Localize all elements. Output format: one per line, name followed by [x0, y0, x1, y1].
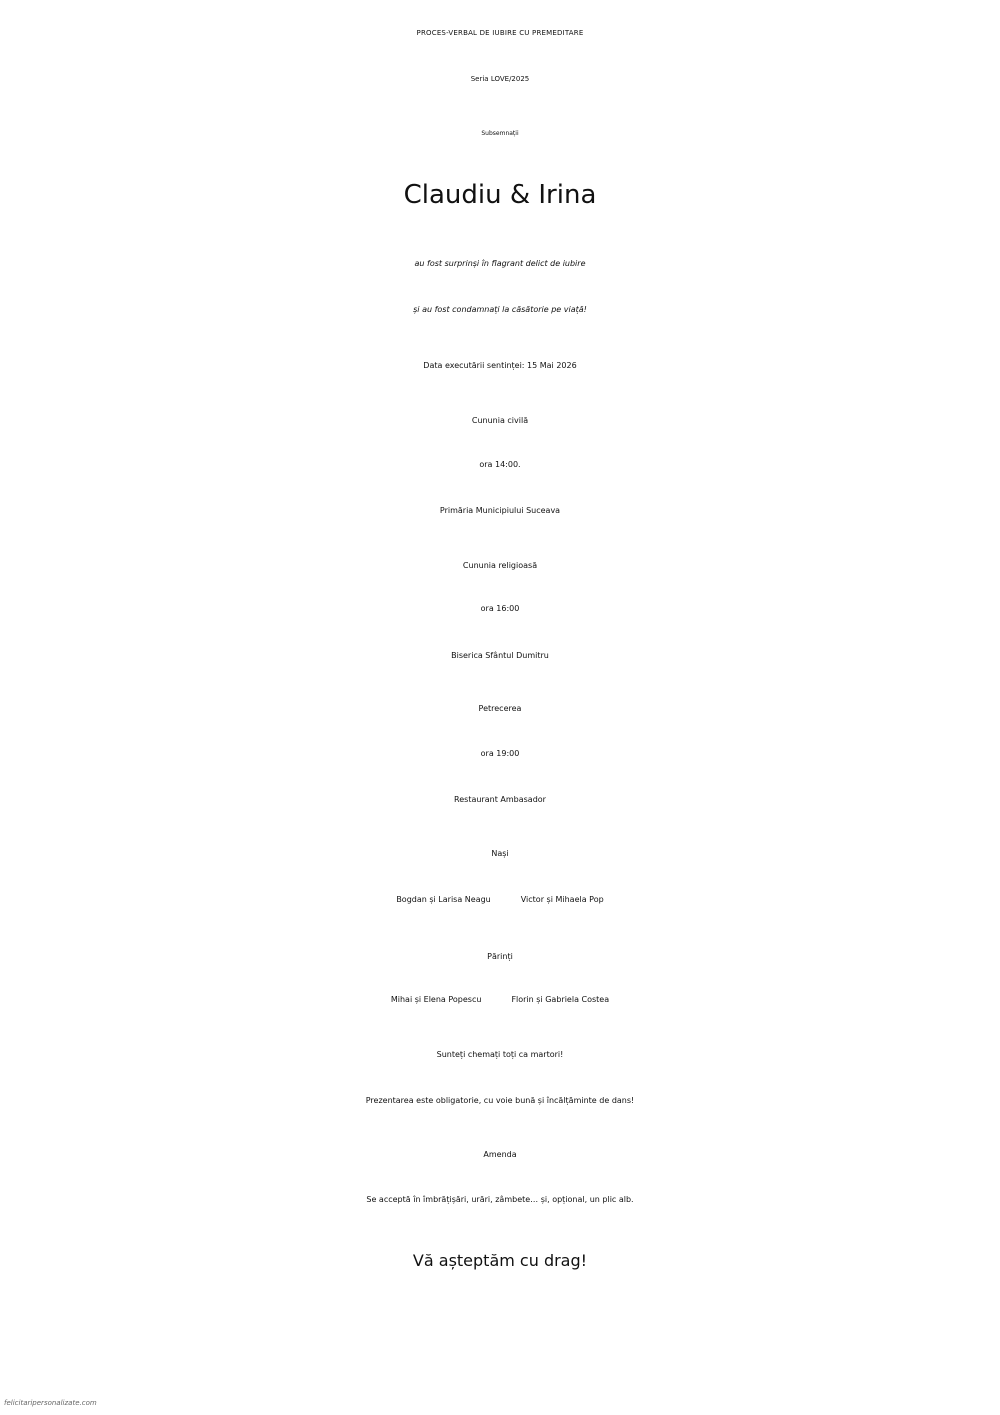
godparents-heading: Nași — [491, 849, 509, 858]
event-party-time: ora 19:00 — [480, 749, 520, 758]
couple-names: Claudiu & Irina — [403, 180, 597, 210]
series-number: Seria LOVE/2025 — [470, 75, 530, 83]
event-civil-name: Cununia civilă — [471, 416, 529, 425]
fine-heading: Amenda — [483, 1150, 517, 1159]
event-party-place: Restaurant Ambasador — [454, 795, 546, 804]
verdict-line-2: și au fost condamnați la căsătorie pe viață! — [413, 305, 587, 314]
fine-text: Se acceptă în îmbrățișări, urări, zâmbete… și, opțional, un plic alb. — [366, 1195, 634, 1204]
event-religious-time: ora 16:00 — [480, 604, 520, 613]
watermark: felicitaripersonalizate.com — [4, 1399, 97, 1407]
parents-pair-2: Florin și Gabriela Costea — [511, 995, 610, 1004]
verdict-line-1: au fost surprinși în flagrant delict de iubire — [414, 259, 586, 268]
parents-row — [0, 996, 1000, 1004]
godparents-pair-1: Bogdan și Larisa Neagu — [396, 895, 491, 904]
event-civil-place: Primăria Municipiului Suceava — [439, 506, 561, 515]
parents-heading: Părinți — [487, 952, 513, 961]
document-title: PROCES-VERBAL DE IUBIRE CU PREMEDITARE — [416, 29, 584, 37]
event-party-name: Petrecerea — [478, 704, 522, 713]
call-line-2: Prezentarea este obligatorie, cu voie bună și încălțăminte de dans! — [365, 1096, 635, 1105]
parents-pair-1: Mihai și Elena Popescu — [390, 995, 482, 1004]
event-religious-name: Cununia religioasă — [462, 561, 538, 570]
execution-date: Data executării sentinței: 15 Mai 2026 — [423, 361, 577, 370]
godparents-pair-2: Victor și Mihaela Pop — [520, 895, 604, 904]
event-civil-time: ora 14:00. — [479, 460, 521, 469]
subsemnatii-label: Subsemnații — [481, 130, 519, 137]
godparents-row — [0, 896, 1000, 904]
event-religious-place: Biserica Sfântul Dumitru — [451, 651, 549, 660]
call-line-1: Sunteți chemați toți ca martori! — [436, 1050, 564, 1059]
closing-line: Vă așteptăm cu drag! — [412, 1251, 588, 1270]
